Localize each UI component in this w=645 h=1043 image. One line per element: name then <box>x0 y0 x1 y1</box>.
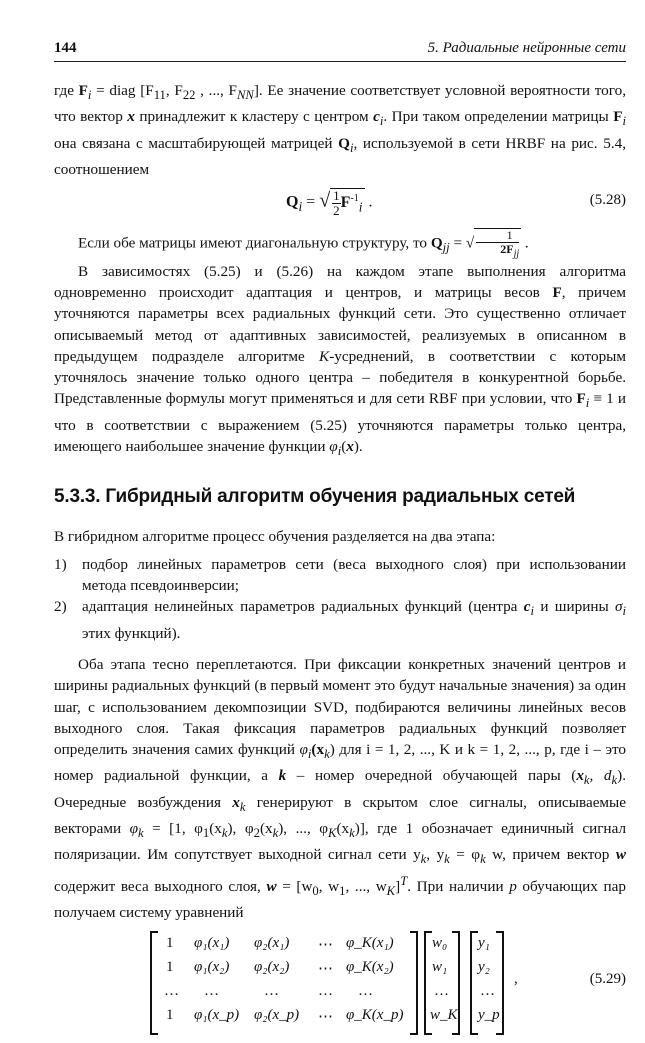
w-cell: w_K <box>430 1007 458 1024</box>
matrix-cell: φ₁(x_p) <box>194 1007 240 1024</box>
matrix-cell: ⋯ <box>318 1009 333 1026</box>
matrix-cell: 1 <box>166 935 174 952</box>
running-title: 5. Радиальные нейронные сети <box>427 40 626 56</box>
page-header <box>54 40 626 60</box>
page-number: 144 <box>54 40 77 56</box>
y-cell: … <box>480 983 495 1000</box>
matrix-cell: 1 <box>166 1007 174 1024</box>
paragraph-adaptation: В зависимостях (5.25) и (5.26) на каждом этапе выполнения алгоритма одновременно происходит адаптация и центров, и матрицы весов F, причем уточняются параметры всех радиальных функций сети. Это существенно отличает описываемый метод от адаптивных зависимостей, реализуемых в описанном в предыдущем подразделе алгоритме K-усреднений, в соответствии с которым уточнялось значение только одного центра – победителя в конкурентной борьбе. Представленные формулы могут применяться и для сети RBF при условии, что $F_i \equiv 1$ и что в соответствии с выражением (5.25) уточняются параметры только центра, имеющего наибольшее значение функции $\varphi_i(x)$. <box>54 262 626 459</box>
page <box>54 40 626 1043</box>
matrix-bracket-right <box>410 931 418 1035</box>
paragraph-definition: где $F_i$ = diag [$F_{11}$, $F_{22}$ , ..., $F_{NN}$]. Ее значение соответствует условной вероятности того, что вектор x принадлежит к кластеру с центром $c_i$. При таком определении матрицы $F_i$ она связана с масштабирующей матрицей $Q_i$, используемой в сети HRBF на рис. 5.4, соотношением <box>54 82 627 178</box>
matrix-cell: … <box>318 983 333 1000</box>
paragraph-diagonal: Если обе матрицы имеют диагональную структуру, то $Q_{jj}$ = √ 1 $2F_{jj}$ . <box>78 228 529 260</box>
w-cell: w₀ <box>432 935 448 952</box>
matrix-cell: … <box>358 983 373 1000</box>
y-cell: y₁ <box>478 935 490 952</box>
w-cell: … <box>434 983 449 1000</box>
header-rule <box>54 61 626 62</box>
matrix-bracket-left <box>150 931 158 1035</box>
section-heading: 5.3.3. Гибридный алгоритм обучения радиальных сетей <box>54 486 576 508</box>
matrix-cell: φ_K(x₂) <box>346 959 394 976</box>
matrix-cell: … <box>164 983 179 1000</box>
equation-number: (5.28) <box>589 192 626 209</box>
w-cell: w₁ <box>432 959 448 976</box>
matrix-cell: φ₂(x₁) <box>254 935 290 952</box>
list-item: 1) подбор линейных параметров сети (веса выходного слоя) при использовании метода псевдоинверсии; <box>54 555 626 594</box>
matrix-cell: … <box>264 983 279 1000</box>
matrix-cell: φ_K(x₁) <box>346 935 394 952</box>
matrix-cell: φ₂(x_p) <box>254 1007 300 1024</box>
y-cell: y₂ <box>478 959 490 976</box>
matrix-cell: … <box>204 983 219 1000</box>
matrix-cell: φ_K(x_p) <box>346 1007 404 1024</box>
list-item: 2) адаптация нелинейных параметров радиальных функций (центра $c_i$ и ширины $\sigma_i$ этих функций). <box>54 598 626 642</box>
matrix-cell: φ₂(x₂) <box>254 959 290 976</box>
equation-5-29 <box>54 931 626 1043</box>
y-bracket-left <box>470 931 478 1035</box>
matrix-cell: φ₁(x₁) <box>194 935 230 952</box>
equation-5-28-body: $Q_i$ = √ $\frac{1}{2}F^{-1}_i$ . <box>286 188 373 219</box>
matrix-cell: 1 <box>166 959 174 976</box>
paragraph-stages-intro: В гибридном алгоритме процесс обучения разделяется на два этапа: <box>54 528 496 546</box>
equation-number: (5.29) <box>589 971 626 988</box>
equation-5-28 <box>54 180 626 226</box>
paragraph-hybrid: Оба этапа тесно переплетаются. При фиксации конкретных значений центров и ширины радиальных функций (в первый момент это будут начальные значения) за один шаг, с использованием декомпозиции SVD, подбираются величины линейных весов выходного слоя. Такая фиксация параметров радиальных функций позволяет определить значения самих функций $\varphi_i(x_k)$ для i = 1, 2, ..., K и k = 1, 2, ..., p, где i – это номер радиальной функции, а k – номер очередной обучающей пары ($x_k$, $d_k$). Очередные возбуждения $x_k$ генерируют в скрытом слое сигналы, описываемые векторами $\varphi_k = [1$, $\varphi_1(x_k)$, $\varphi_2(x_k)$, ..., $\varphi_K(x_k)$], где 1 обозначает единичный сигнал поляризации. Им сопутствует выходной сигнал сети $y_k$, $y_k = \varphi_k$ w, причем вектор w содержит веса выходного слоя, $w = [w_0$, $w_1$, ..., $w_K]^T$. При наличии p обучающих пар получаем систему уравнений <box>54 655 627 922</box>
y-cell: y_p <box>478 1007 500 1024</box>
matrix-cell: φ₁(x₂) <box>194 959 230 976</box>
matrix-cell: ⋯ <box>318 961 333 978</box>
matrix-cell: ⋯ <box>318 937 333 954</box>
equation-comma: , <box>514 971 518 988</box>
